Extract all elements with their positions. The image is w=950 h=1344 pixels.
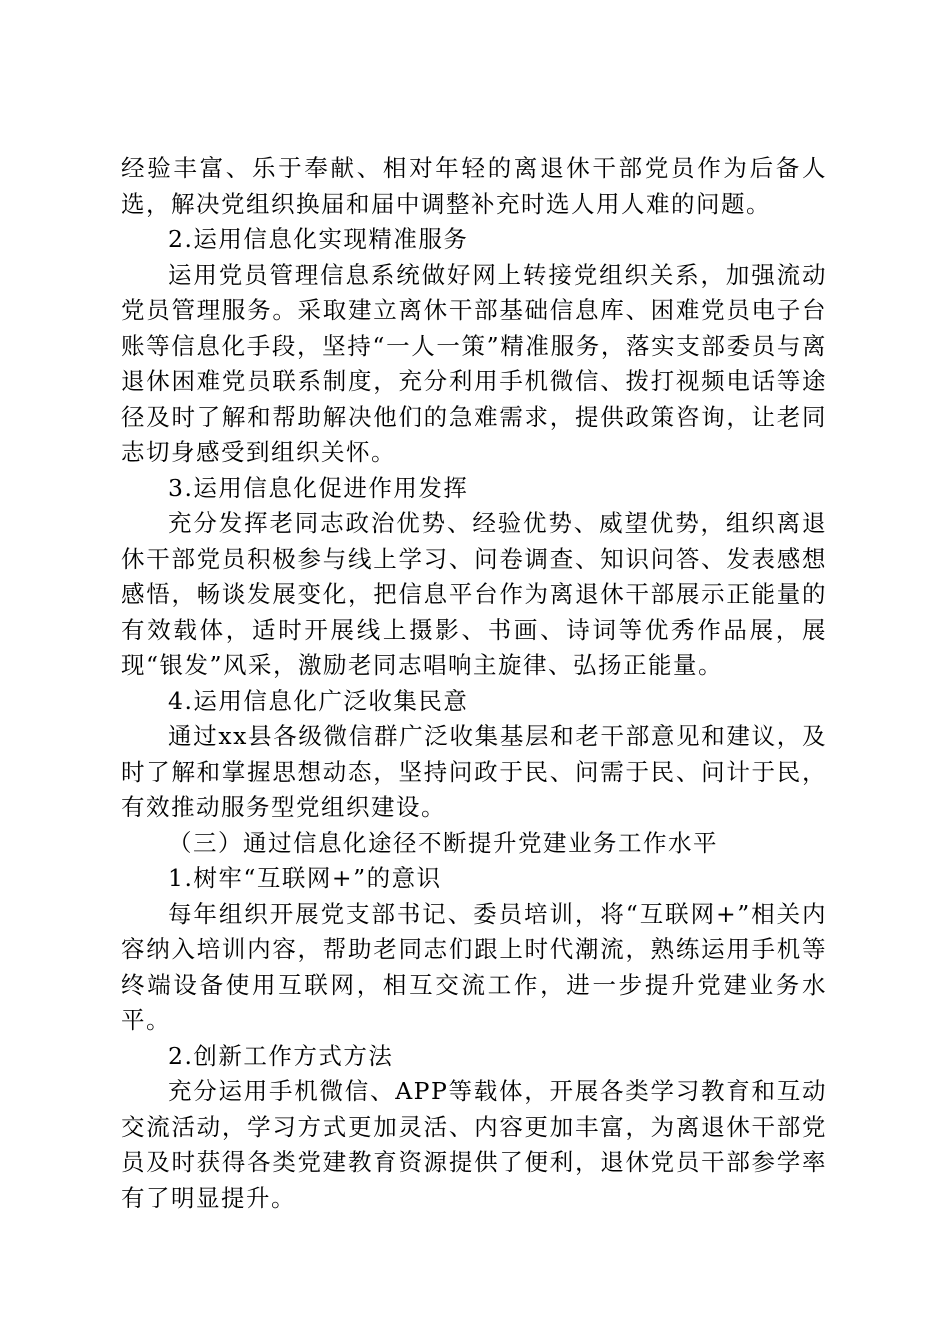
subheading-2-precise-service: 2.运用信息化实现精准服务: [168, 225, 469, 253]
paragraph-continuation: 经验丰富、乐于奉献、相对年轻的离退休干部党员作为后备人选，解决党组织换届和届中调整补充时选人用人难的问题。: [121, 154, 827, 218]
paragraph-precise-service: 运用党员管理信息系统做好网上转接党组织关系，加强流动党员管理服务。采取建立离休干部基础信息库、困难党员电子台账等信息化手段，坚持“一人一策”精准服务，落实支部委员与离退休困难党员联系制度，充分利用手机微信、拨打视频电话等途径及时了解和帮助解决他们的急难需求，提供政策咨询，让老同志切身感受到组织关怀。: [121, 260, 827, 466]
subheading-4-public-opinion: 4.运用信息化广泛收集民意: [168, 686, 469, 715]
paragraph-role-play: 充分发挥老同志政治优势、经验优势、威望优势，组织离退休干部党员积极参与线上学习、问卷调查、知识问答、发表感想感悟，畅谈发展变化，把信息平台作为离退休干部展示正能量的有效载体，适时开展线上摄影、书画、诗词等优秀作品展，展现“银发”风采，激励老同志唱响主旋律、弘扬正能量。: [121, 509, 827, 679]
paragraph-public-opinion: 通过xx县各级微信群广泛收集基层和老干部意见和建议，及时了解和掌握思想动态，坚持问政于民、问需于民、问计于民，有效推动服务型党组织建设。: [121, 722, 827, 821]
section-heading-3: （三）通过信息化途径不断提升党建业务工作水平: [168, 828, 718, 857]
paragraph-innovate-methods: 充分运用手机微信、APP等载体，开展各类学习教育和互动交流活动，学习方式更加灵活、内容更加丰富，为离退休干部党员及时获得各类党建教育资源提供了便利，退休党员干部参学率有了明显提升。: [121, 1077, 827, 1212]
subheading-2-innovate-methods: 2.创新工作方式方法: [168, 1041, 394, 1070]
subheading-3-role-play: 3.运用信息化促进作用发挥: [168, 473, 469, 502]
subheading-1-internet-plus: 1.树牢“互联网+”的意识: [168, 864, 442, 892]
document-body: [121, 151, 827, 1216]
paragraph-internet-plus: 每年组织开展党支部书记、委员培训，将“互联网+”相关内容纳入培训内容，帮助老同志们跟上时代潮流，熟练运用手机等终端设备使用互联网，相互交流工作，进一步提升党建业务水平。: [121, 899, 827, 1034]
